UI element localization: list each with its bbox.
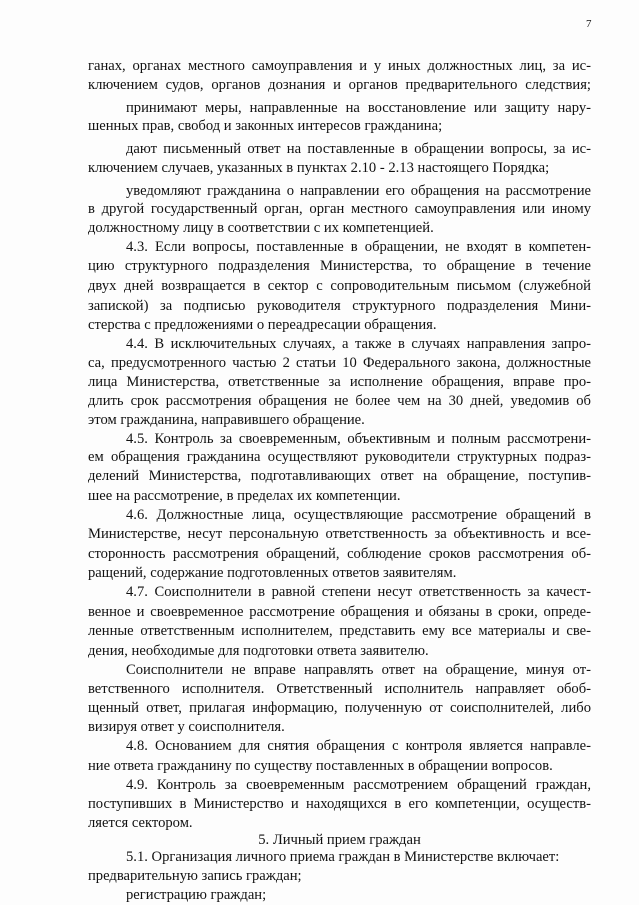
text-line: дения, необходимые для подготовки ответа заявителю. (88, 642, 429, 659)
text-line: дают письменный ответ на поставленные в обращении вопросы, за ис- (126, 141, 591, 157)
text-line: уведомляют гражданина о направлении его обращения на рассмотрение (126, 182, 591, 199)
text-line: ленные ответственным исполнителем, представить ему все материалы и све- (88, 622, 591, 639)
text-line: этом гражданина, направившего обращение. (88, 411, 365, 428)
text-line: щенный ответ, прилагая информацию, полученную от соисполнителей, либо (88, 700, 591, 717)
text-line: ганах, органах местного самоуправления и у иных должностных лиц, за ис- (88, 58, 591, 74)
page-number: 7 (586, 18, 592, 30)
text-line: ключением случаев, указанных в пунктах 2.10 - 2.13 настоящего Порядка; (88, 159, 550, 176)
text-line: ние ответа гражданину по существу поставленных в обращении вопросов. (88, 757, 553, 774)
text-line: Соисполнители не вправе направлять ответ на обращение, минуя от- (126, 661, 591, 678)
text-line: 4.9. Контроль за своевременным рассмотрением обращений граждан, (126, 776, 591, 793)
text-line: делений Министерства, подготавливающих ответ на обращение, поступив- (88, 468, 591, 485)
text-line: в другой государственный орган, орган местного самоуправления или иному (88, 201, 591, 218)
text-line: шее на рассмотрение, в пределах их компетенции. (88, 488, 401, 505)
text-line: 4.8. Основанием для снятия обращения с контроля является направле- (126, 738, 591, 754)
text-line: венное и своевременное рассмотрение обращения и обязаны в сроки, опреде- (88, 604, 591, 621)
text-line: 4.6. Должностные лица, осуществляющие рассмотрение обращений в (126, 506, 591, 523)
text-line: сторонность рассмотрения обращений, соблюдение сроков рассмотрения об- (88, 545, 591, 562)
text-line: ем обращения гражданина осуществляют руководители структурных подраз- (88, 449, 591, 466)
section-heading: 5. Личный прием граждан (258, 832, 421, 849)
text-line: 4.7. Соисполнители в равной степени несут ответственность за качест- (126, 584, 591, 601)
text-line: длить срок рассмотрения обращения не более чем на 30 дней, уведомив об (88, 392, 591, 409)
text-line: цию структурного подразделения Министерства, то обращение в течение (88, 257, 591, 274)
text-line: лица Министерства, ответственные за исполнение обращения, вправе про- (88, 373, 591, 390)
text-line: ветственного исполнителя. Ответственный исполнитель направляет обоб- (88, 680, 591, 697)
text-line: Министерстве, несут персональную ответственность за объективность и все- (88, 525, 591, 542)
text-line: двух дней возвращается в сектор с сопроводительным письмом (служебной (88, 277, 591, 294)
text-line: визируя ответ у соисполнителя. (88, 719, 285, 736)
text-line: поступивших в Министерство и находящихся в его компетенции, осуществ- (88, 795, 591, 812)
text-line: 4.3. Если вопросы, поставленные в обращении, не входят в компетен- (126, 239, 591, 256)
text-line: ращений, содержание подготовленных ответов заявителям. (88, 565, 457, 582)
text-line: должностному лицу в соответствии с их компетенцией. (88, 220, 434, 237)
text-line: запиской) за подписью руководителя структурного подразделения Мини- (88, 297, 591, 314)
text-line: 4.5. Контроль за своевременным, объективным и полным рассмотрени- (126, 430, 591, 447)
text-line: принимают меры, направленные на восстановление или защиту нару- (126, 99, 591, 116)
text-line: регистрацию граждан; (126, 887, 267, 903)
text-line: 5.1. Организация личного приема граждан в Министерстве включает: (126, 849, 560, 866)
text-line: шенных прав, свобод и законных интересов гражданина; (88, 118, 443, 135)
text-line: 4.4. В исключительных случаях, а также в случаях направления запро- (126, 336, 591, 353)
text-line: предварительную запись граждан; (88, 868, 302, 885)
text-line: ляется сектором. (88, 815, 193, 832)
text-line: са, предусмотренного частью 2 статьи 10 Федерального закона, должностные (88, 355, 591, 372)
text-line: стерства с предложениями о переадресации обращения. (88, 317, 437, 334)
text-line: ключением судов, органов дознания и органов предварительного следствия; (88, 76, 591, 93)
